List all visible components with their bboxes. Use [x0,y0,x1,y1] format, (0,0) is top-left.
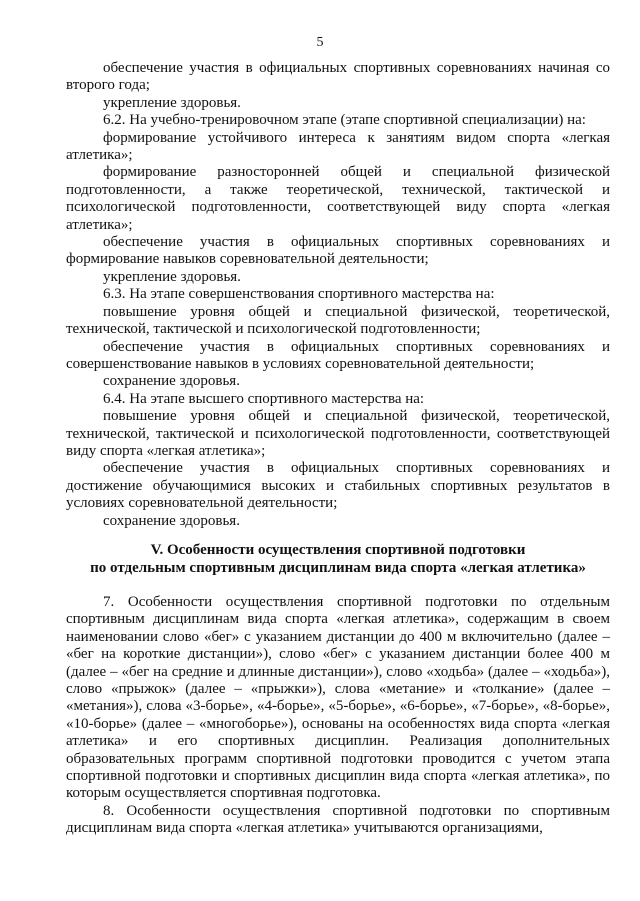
paragraph: повышение уровня общей и специальной физической, теоретической, технической, тактической и психологической подготовленности, соответствующей виду спорта «легкая атлетика»; [66,408,610,459]
paragraph: 6.4. На этапе высшего спортивного мастерства на: [103,390,425,407]
paragraph: укрепление здоровья. [103,94,241,111]
paragraph: повышение уровня общей и специальной физической, теоретической, технической, тактической и психологической подготовленности; [66,303,610,338]
paragraph: 7. Особенности осуществления спортивной подготовки по отдельным спортивным дисциплинам вида спорта «легкая атлетика», содержащим в своем наименовании слово «бег» с указанием дистанции до 400 м включительно (далее – «бег на короткие дистанции»), слово «бег» с указанием дистанции более 400 м (далее – «бег на средние и длинные дистанции»), слово «ходьба» (далее – «ходьба»), слово «прыжок» (далее – «прыжки»), слова «метание» и «толкание» (далее – «метания»), слова «3-борье», «4-борье», «5-борье», «6-борье», «7-борье», «8-борье», «10-борье» (далее – «многоборье»), основаны на особенностях вида спорта «легкая атлетика» и его спортивных дисциплин. Реализация дополнительных образовательных программ спортивной подготовки проводится с учетом этапа спортивной подготовки и спортивных дисциплин вида спорта «легкая атлетика», по которым осуществляется спортивная подготовка. [66,594,610,802]
paragraph: сохранение здоровья. [103,512,240,529]
section-top-text [66,60,610,530]
page-number: 5 [316,35,324,50]
paragraph: 6.3. На этапе совершенствования спортивного мастерства на: [103,286,495,303]
paragraph: укрепление здоровья. [103,268,241,285]
paragraph: обеспечение участия в официальных спортивных соревнованиях начиная со второго года; [66,60,610,94]
paragraph: формирование разносторонней общей и специальной физической подготовленности, а также теоретической, технической, тактической и психологической подготовленности, соответствующей виду спорта «легкая атлетика»; [66,164,610,233]
paragraph: обеспечение участия в официальных спортивных соревнованиях и достижение обучающимися высоких и стабильных спортивных результатов в условиях соревновательной деятельности; [66,460,610,512]
paragraph: 8. Особенности осуществления спортивной подготовки по спортивным дисциплинам вида спорта «легкая атлетика» учитываются организациями, [66,802,610,837]
paragraph: формирование устойчивого интереса к занятиям видом спорта «легкая атлетика»; [66,129,610,164]
section-heading-line: V. Особенности осуществления спортивной подготовки [150,542,526,558]
section-heading-line: по отдельным спортивным дисциплинам вида спорта «легкая атлетика» [90,560,586,576]
section-heading [66,541,610,577]
paragraph: обеспечение участия в официальных спортивных соревнованиях и совершенствование навыков в условиях соревновательной деятельности; [66,338,610,372]
paragraph: обеспечение участия в официальных спортивных соревнованиях и формирование навыков соревновательной деятельности; [66,234,610,268]
paragraph: 6.2. На учебно-тренировочном этапе (этапе спортивной специализации) на: [103,112,586,129]
paragraph: сохранение здоровья. [103,373,240,390]
section-bottom-text [66,594,610,838]
